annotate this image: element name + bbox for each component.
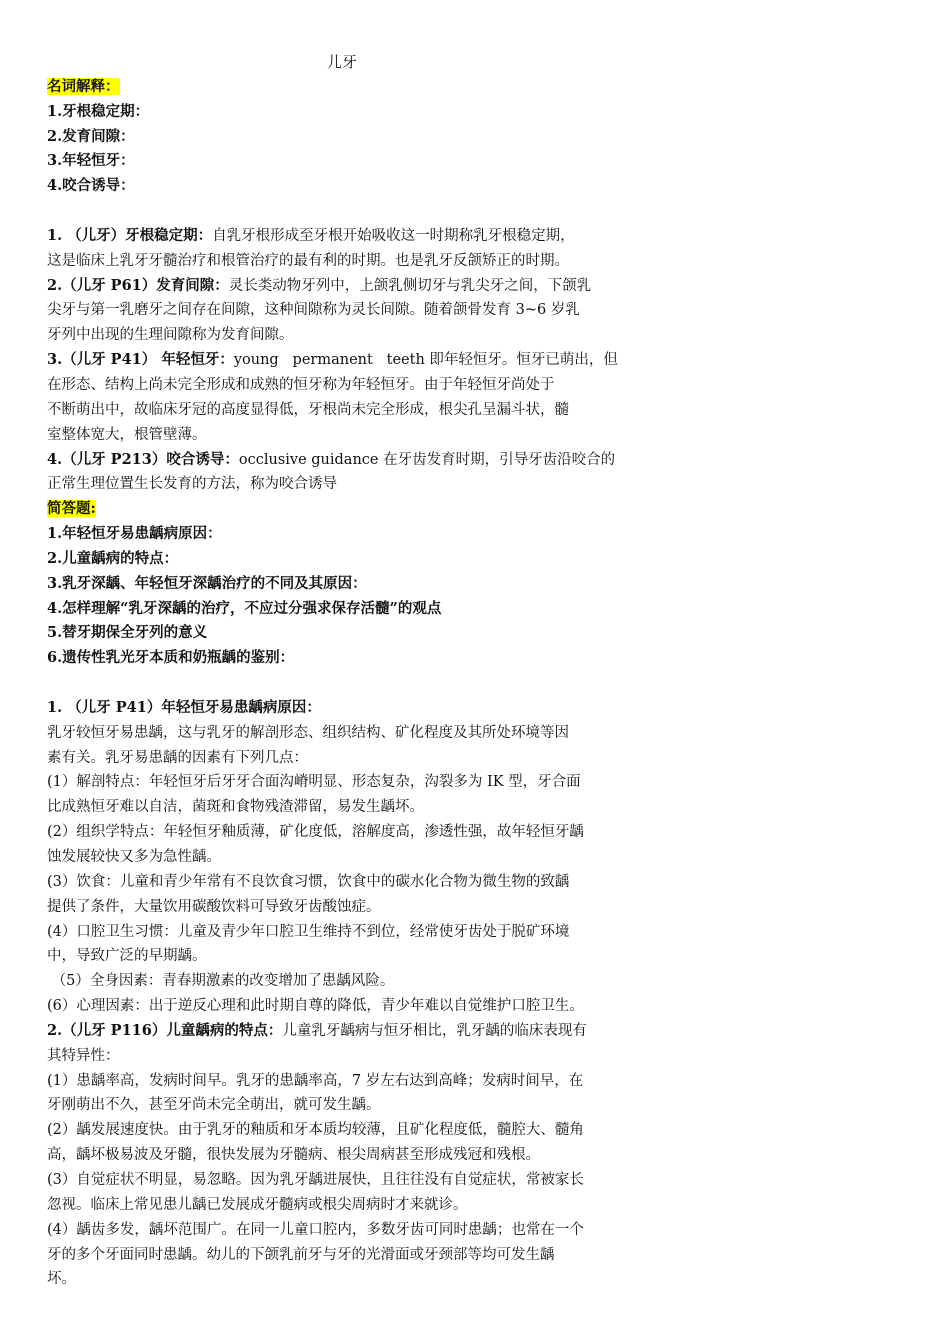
term-answer-label: 4.（儿牙 P213）咬合诱导： <box>47 450 239 468</box>
term-answer-line <box>47 348 647 373</box>
question-item: 2.儿童龋病的特点： <box>47 549 179 567</box>
answer1-line: (4）口腔卫生习惯：儿童及青少年口腔卫生维持不到位，经常使牙齿处于脱矿环境 <box>47 923 570 940</box>
term-answer-text: 自乳牙根形成至牙根开始吸收这一时期称乳牙根稳定期， <box>212 227 575 244</box>
answer2-line: 其特异性： <box>47 1047 120 1064</box>
term-answer-line: 室整体宽大，根管壁薄。 <box>47 426 207 443</box>
answer2-line: (4）龋齿多发，龋坏范围广。在同一儿童口腔内，多数牙齿可同时患龋；也常在一个 <box>47 1221 584 1238</box>
answer2-line: (3）自觉症状不明显，易忽略。因为乳牙龋进展快，且往往没有自觉症状，常被家长 <box>47 1171 584 1188</box>
qa-heading: 简答题: <box>47 500 96 518</box>
term-answer-text: occlusive guidance 在牙齿发育时期，引导牙齿沿咬合的 <box>238 451 616 468</box>
term-answer-line <box>47 224 647 249</box>
question-item: 5.替牙期保全牙列的意义 <box>47 624 208 642</box>
answer1-line: (2）组织学特点：年轻恒牙釉质薄，矿化度低，溶解度高，渗透性强，故年轻恒牙龋 <box>47 824 584 841</box>
term-item: 1.牙根稳定期： <box>47 102 150 120</box>
answer1-line: 比成熟恒牙难以自洁，菌斑和食物残渣滞留，易发生龋坏。 <box>47 799 424 816</box>
term-answer-line: 不断萌出中，故临床牙冠的高度显得低，牙根尚未完全形成，根尖孔呈漏斗状，髓 <box>47 401 569 418</box>
spacer <box>47 671 647 696</box>
term-answer-text: young permanent teeth 即年轻恒牙。恒牙已萌出，但 <box>233 352 618 369</box>
answer1-label: 1. （儿牙 P41）年轻恒牙易患龋病原因： <box>47 698 321 716</box>
term-item: 4.咬合诱导： <box>47 177 135 195</box>
answer1-line: 蚀发展较快又多为急性龋。 <box>47 849 221 865</box>
document-page <box>47 50 647 1292</box>
answer1-line: (1）解剖特点：年轻恒牙后牙牙合面沟嵴明显、形态复杂，沟裂多为 IK 型，牙合面 <box>47 774 581 791</box>
spacer <box>47 199 647 224</box>
term-answer-line: 正常生理位置生长发育的方法，称为咬合诱导 <box>47 476 337 493</box>
page-title: 儿牙 <box>326 53 357 71</box>
answer2-line: 牙的多个牙面同时患龋。幼儿的下颌乳前牙与牙的光滑面或牙颈部等均可发生龋 <box>47 1246 555 1263</box>
answer1-line: (6）心理因素：出于逆反心理和此时期自尊的降低，青少年难以自觉维护口腔卫生。 <box>47 998 584 1015</box>
term-answer-line: 在形态、结构上尚未完全形成和成熟的恒牙称为年轻恒牙。由于年轻恒牙尚处于 <box>47 376 555 393</box>
qa-heading-line <box>47 497 647 522</box>
term-answer-label: 1. （儿牙）牙根稳定期： <box>47 226 213 244</box>
answer1-line: （5）全身因素：青春期激素的改变增加了患龋风险。 <box>47 973 395 990</box>
term-answer-label: 3.（儿牙 P41） 年轻恒牙： <box>47 351 234 369</box>
term-answer-line <box>47 448 647 473</box>
terms-heading: 名词解释： <box>47 77 120 95</box>
term-answer-line: 尖牙与第一乳磨牙之间存在间隙，这种间隙称为灵长间隙。随着颌骨发育 3~6 岁乳 <box>47 302 580 319</box>
term-item: 2.发育间隙： <box>47 127 135 145</box>
answer2-line: 牙刚萌出不久，甚至牙尚未完全萌出，就可发生龋。 <box>47 1097 381 1114</box>
question-item: 6.遗传性乳光牙本质和奶瓶龋的鉴别： <box>47 649 295 667</box>
answer1-line: 乳牙较恒牙易患龋，这与乳牙的解剖形态、组织结构、矿化程度及其所处环境等因 <box>47 724 569 741</box>
answer1-line: (3）饮食：儿童和青少年常有不良饮食习惯，饮食中的碳水化合物为微生物的致龋 <box>47 873 570 890</box>
answer2-line: (1）患龋率高，发病时间早。乳牙的患龋率高，7 岁左右达到高峰；发病时间早，在 <box>47 1072 584 1089</box>
terms-heading-line <box>47 75 647 100</box>
question-item: 3.乳牙深龋、年轻恒牙深龋治疗的不同及其原因： <box>47 574 367 592</box>
answer1-line: 提供了条件，大量饮用碳酸饮料可导致牙齿酸蚀症。 <box>47 898 381 915</box>
term-answer-text: 灵长类动物牙列中，上颌乳侧切牙与乳尖牙之间，下颌乳 <box>228 277 592 294</box>
question-item: 1.年轻恒牙易患龋病原因： <box>47 525 222 543</box>
answer2-line: 高，龋坏极易波及牙髓，很快发展为牙髓病、根尖周病甚至形成残冠和残根。 <box>47 1147 540 1164</box>
answer2-line: 忽视。临床上常见患儿龋已发展成牙髓病或根尖周病时才来就诊。 <box>47 1196 468 1213</box>
answer1-line: 中，导致广泛的早期龋。 <box>47 948 207 965</box>
term-answer-label: 2.（儿牙 P61）发育间隙： <box>47 276 229 294</box>
answer1-line: 素有关。乳牙易患龋的因素有下列几点： <box>47 749 308 766</box>
answer2-line: 坏。 <box>47 1271 76 1288</box>
term-answer-line: 这是临床上乳牙牙髓治疗和根管治疗的最有利的时期。也是乳牙反颌矫正的时期。 <box>47 252 569 269</box>
question-item: 4.怎样理解“乳牙深龋的治疗，不应过分强求保存活髓”的观点 <box>47 599 442 617</box>
term-answer-line: 牙列中出现的生理间隙称为发育间隙。 <box>47 327 294 344</box>
answer2-label: 2.（儿牙 P116）儿童龋病的特点： <box>47 1021 283 1039</box>
answer2-line: (2）龋发展速度快。由于乳牙的釉质和牙本质均较薄，且矿化程度低，髓腔大、髓角 <box>47 1122 584 1139</box>
term-answer-line <box>47 274 647 299</box>
answer2-first-text: 儿童乳牙龋病与恒牙相比，乳牙龋的临床表现有 <box>282 1022 587 1039</box>
term-item: 3.年轻恒牙： <box>47 152 135 170</box>
answer2-first-line <box>47 1019 647 1044</box>
